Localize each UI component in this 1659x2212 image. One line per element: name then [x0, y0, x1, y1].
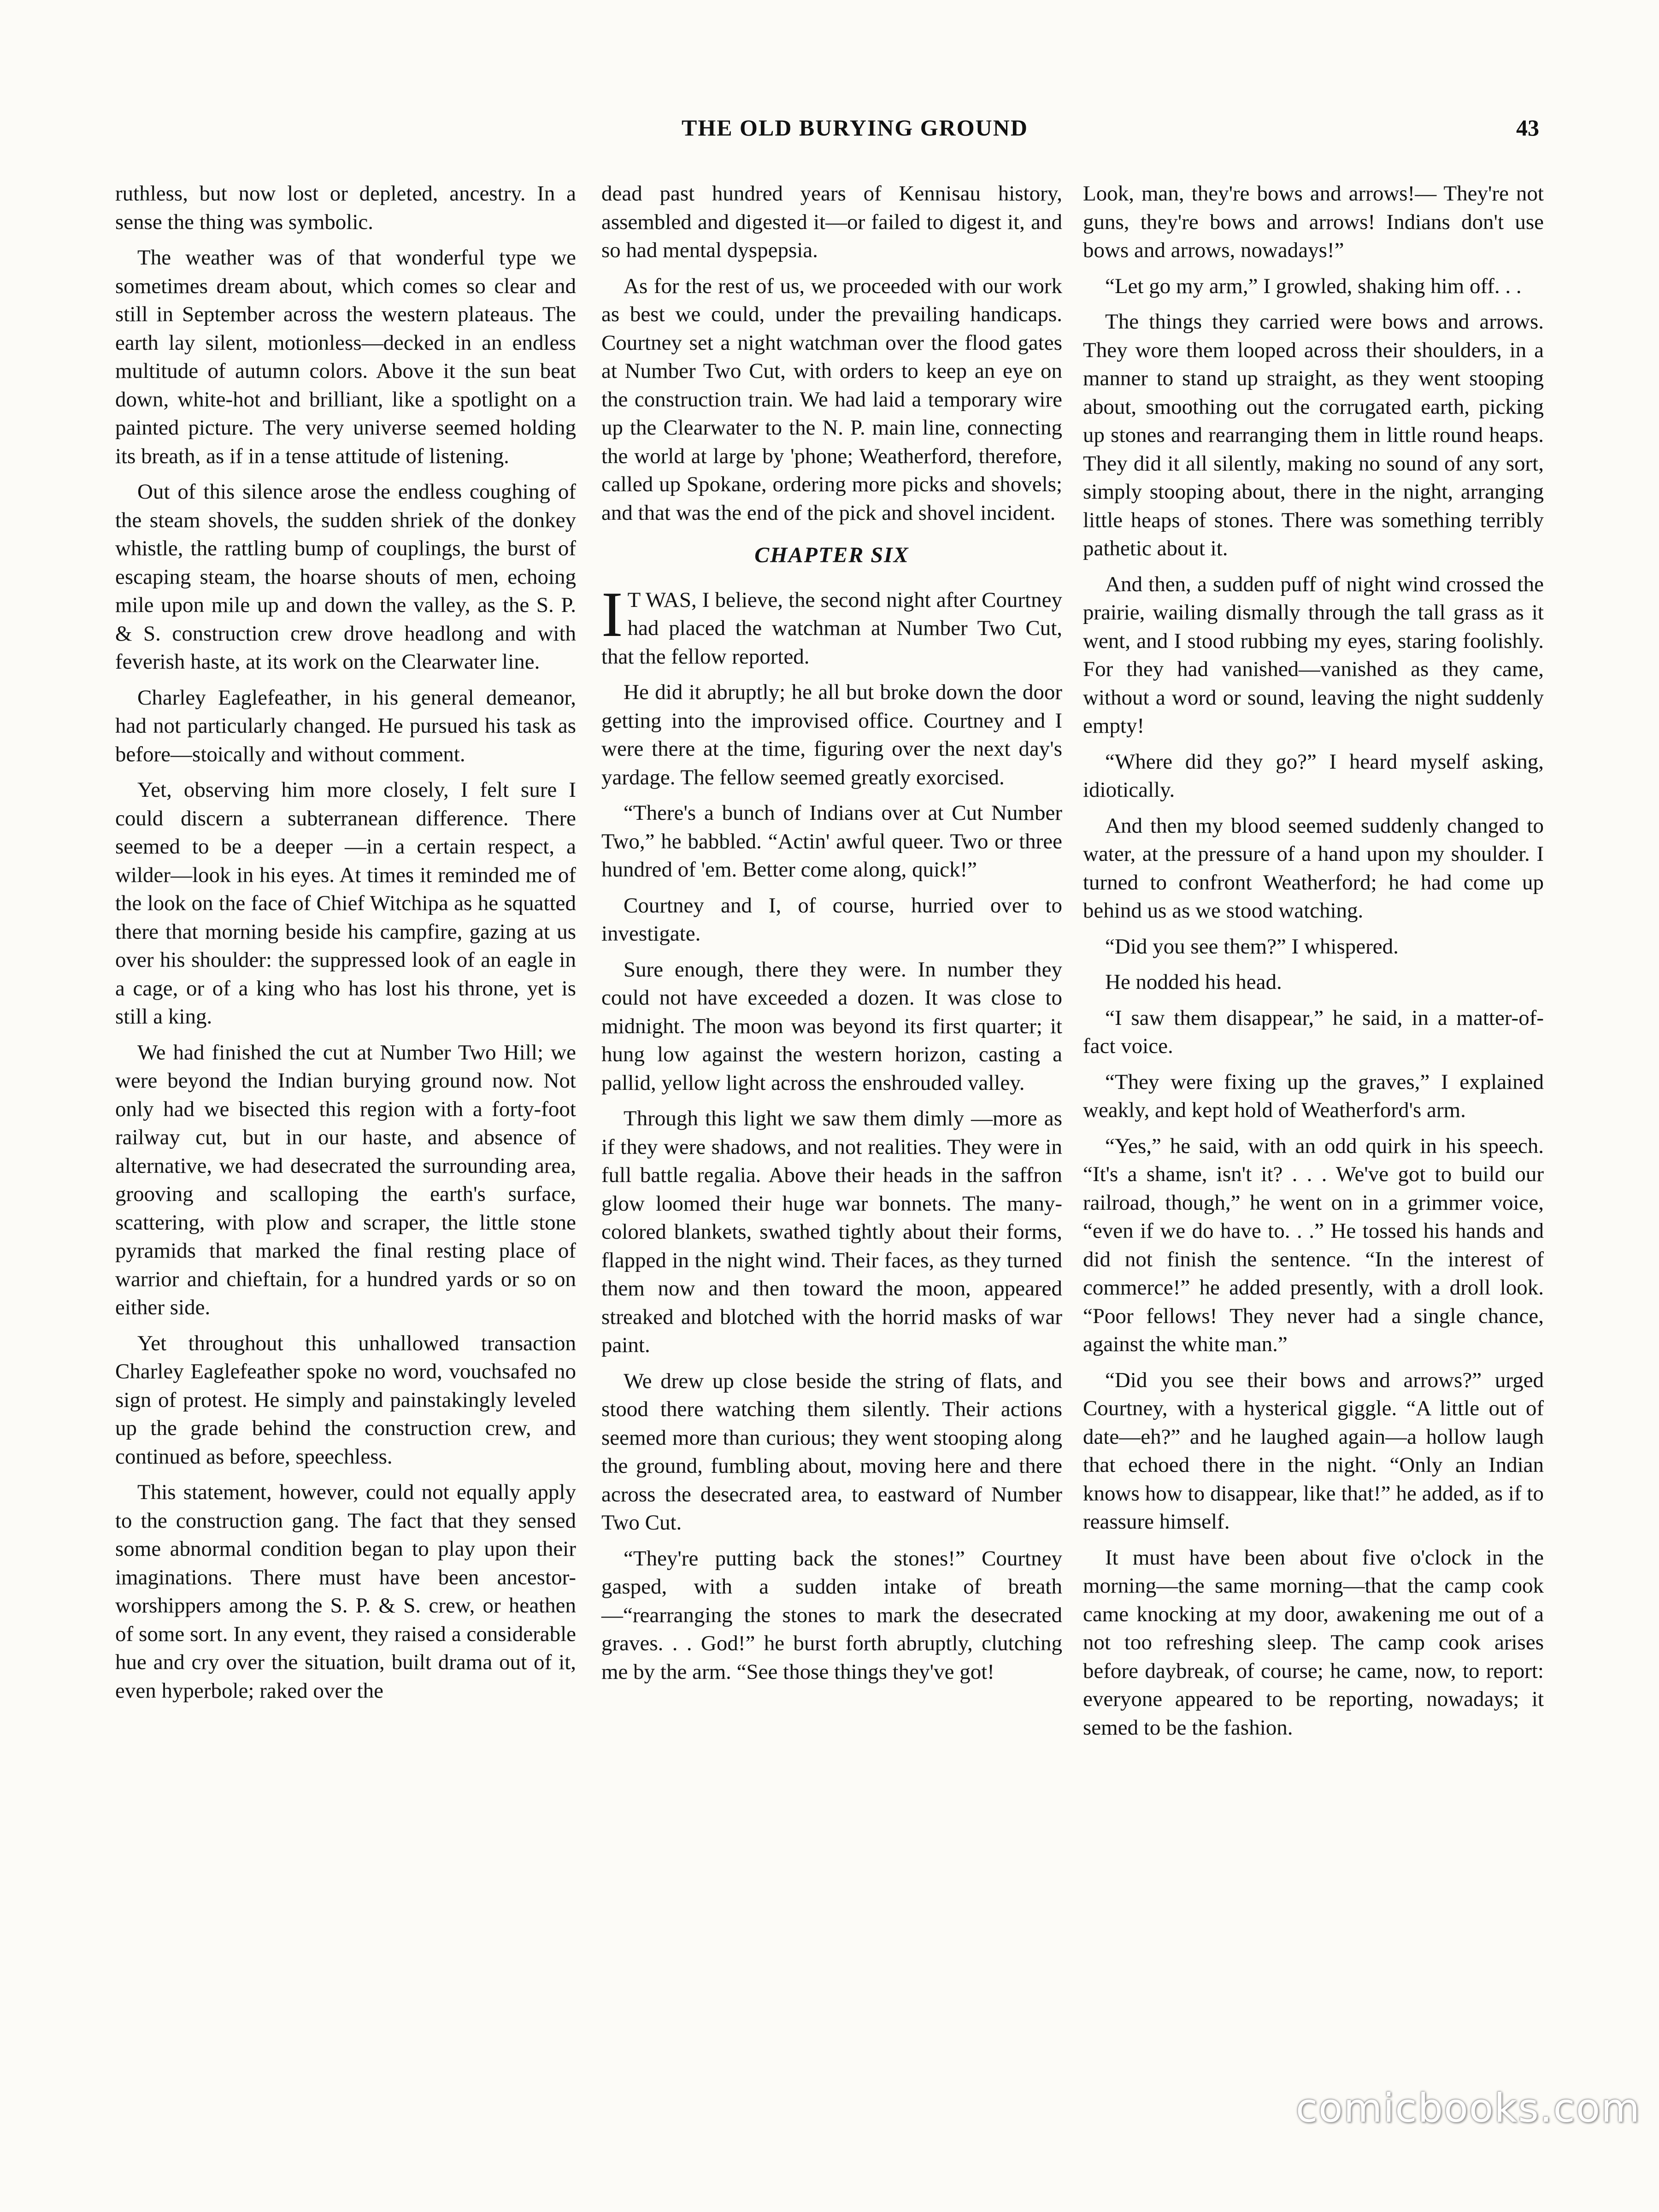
- paragraph: We drew up close beside the string of flats, and stood there watching them silently. Their actions seemed more than curious; they went stooping along the ground, fumbling about, moving here and there across the desecrated area, to eastward of Number Two Cut.: [601, 1369, 1062, 1535]
- paragraph: “There's a bunch of Indians over at Cut Number Two,” he babbled. “Actin' awful queer. Two or three hundred of 'em. Better come along, quick!”: [601, 801, 1062, 882]
- paragraph: And then, a sudden puff of night wind crossed the prairie, wailing dismally through the tall grass as it went, and I stood rubbing my eyes, staring foolishly. For they had vanished—vanished as they came, without a word or sound, leaving the night suddenly empty!: [1083, 572, 1544, 738]
- paragraph: “Did you see their bows and arrows?” urged Courtney, with a hysterical giggle. “A little out of date—eh?” and he laughed again—a hollow laugh that echoed there in the night. “Only an Indian knows how to disappear, like that!” he added, as if to reassure himself.: [1083, 1368, 1544, 1534]
- paragraph: Courtney and I, of course, hurried over to investigate.: [601, 893, 1062, 946]
- paragraph: We had finished the cut at Number Two Hill; we were beyond the Indian burying ground now. Not only had we bisected this region with a forty-foot railway cut, but in our haste, and absence of alternative, we had desecrated the surrounding area, grooving and scalloping the earth's surface, scattering, with plow and scraper, the little stone pyramids that marked the final resting place of warrior and chieftain, for a hundred yards or so on either side.: [115, 1040, 576, 1319]
- paragraph: He nodded his head.: [1105, 970, 1282, 994]
- site-watermark: comicbooks.com: [1295, 2085, 1641, 2131]
- paragraph: He did it abruptly; he all but broke down the door getting into the improvised office. Courtney and I were there at the time, figuring over the next day's yardage. The fellow seemed greatly exorcised.: [601, 680, 1062, 789]
- paragraph: Look, man, they're bows and arrows!— They're not guns, they're bows and arrows! Indians don't use bows and arrows, nowadays!”: [1083, 182, 1544, 262]
- page-number: 43: [1516, 115, 1539, 141]
- paragraph: Charley Eaglefeather, in his general demeanor, had not particularly changed. He pursued his task as before—stoically and without comment.: [115, 685, 576, 766]
- paragraph: “They were fixing up the graves,” I explained weakly, and kept hold of Weatherford's arm.: [1083, 1070, 1544, 1122]
- paragraph: Sure enough, there they were. In number they could not have exceeded a dozen. It was close to midnight. The moon was beyond its first quarter; it hung low against the western horizon, casting a pallid, yellow light across the enshrouded valley.: [601, 957, 1062, 1095]
- drop-cap: I: [601, 578, 623, 650]
- paragraph: Yet throughout this unhallowed transaction Charley Eaglefeather spoke no word, vouchsafed no sign of protest. He simply and painstakingly leveled up the grade behind the construction crew, and continued as before, speechless.: [115, 1331, 576, 1469]
- paragraph: “Did you see them?” I whispered.: [1105, 934, 1399, 959]
- paragraph-text: T WAS, I believe, the second night after Courtney had placed the watchman at Number Two Cut, that the fellow reported.: [601, 588, 1062, 669]
- paragraph: Through this light we saw them dimly —more as if they were shadows, and not realities. They were in full battle regalia. Above their heads in the saffron glow loomed their huge war bonnets. The many-colored blankets, swathed tightly about their forms, flapped in the night wind. Their faces, as they turned them now and then toward the moon, appeared streaked and blotched with the horrid masks of war paint.: [601, 1106, 1062, 1357]
- paragraph: Yet, observing him more closely, I felt sure I could discern a subterranean difference. There seemed to be a deeper —in a certain respect, a wilder—look in his eyes. At times it reminded me of the look on the face of Chief Witchipa as he squatted there that morning beside his campfire, gazing at us over his shoulder: the suppressed look of an eagle in a cage, or of a king who has lost his throne, yet is still a king.: [115, 778, 576, 1029]
- text-column-3: [1083, 180, 1544, 1749]
- text-column-2: [601, 180, 1062, 1694]
- paragraph: “They're putting back the stones!” Courtney gasped, with a sudden intake of breath—“rearranging the stones to mark the desecrated graves. . . God!” he burst forth abruptly, clutching me by the arm. “See those things they've got!: [601, 1546, 1062, 1684]
- paragraph: As for the rest of us, we proceeded with our work as best we could, under the prevailing handicaps. Courtney set a night watchman over the flood gates at Number Two Cut, with orders to keep an eye on the construction train. We had laid a temporary wire up the Clearwater to the N. P. main line, connecting the world at large by 'phone; Weatherford, therefore, called up Spokane, ordering more picks and shovels; and that was the end of the pick and shovel incident.: [601, 274, 1062, 525]
- text-column-1: [115, 180, 576, 1712]
- paragraph: ruthless, but now lost or depleted, ancestry. In a sense the thing was symbolic.: [115, 182, 576, 234]
- paragraph: Out of this silence arose the endless coughing of the steam shovels, the sudden shriek of the donkey whistle, the rattling bump of couplings, the burst of escaping steam, the hoarse shouts of men, echoing mile upon mile up and down the valley, as the S. P. & S. construction crew drove headlong and with feverish haste, at its work on the Clearwater line.: [115, 480, 576, 674]
- paragraph: And then my blood seemed suddenly changed to water, at the pressure of a hand upon my shoulder. I turned to confront Weatherford; he had come up behind us as we stood watching.: [1083, 813, 1544, 923]
- paragraph: “I saw them disappear,” he said, in a matter-of-fact voice.: [1083, 1006, 1544, 1058]
- paragraph: “Let go my arm,” I growled, shaking him off. . .: [1105, 274, 1522, 298]
- running-title: THE OLD BURYING GROUND: [681, 115, 1029, 141]
- paragraph: The weather was of that wonderful type we sometimes dream about, which comes so clear and still in September across the western plateaus. The earth lay silent, motionless—decked in an endless multitude of autumn colors. Above it the sun beat down, white-hot and brilliant, like a spotlight on a painted picture. The very universe seemed holding its breath, as if in a tense attitude of listening.: [115, 246, 576, 468]
- paragraph: “Yes,” he said, with an odd quirk in his speech. “It's a shame, isn't it? . . . We've got to build our railroad, though,” he went on in a grimmer voice, “even if we do have to. . .” He tossed his hands and did not finish the sentence. “In the interest of commerce!” he added presently, with a droll look. “Poor fellows! They never had a single chance, against the white man.”: [1083, 1134, 1544, 1356]
- chapter-opening-paragraph: [601, 578, 1062, 671]
- paragraph: The things they carried were bows and arrows. They wore them looped across their shoulders, in a manner to stand up straight, as they went stooping about, smoothing out the corrugated earth, picking up stones and rearranging them in little round heaps. They did it all silently, making no sound of any sort, simply stooping about, there in the night, arranging little heaps of stones. There was something terribly pathetic about it.: [1083, 310, 1544, 560]
- paragraph: dead past hundred years of Kennisau history, assembled and digested it—or failed to digest it, and so had mental dyspepsia.: [601, 182, 1062, 262]
- chapter-heading: CHAPTER SIX: [754, 543, 909, 567]
- paragraph: “Where did they go?” I heard myself asking, idiotically.: [1083, 749, 1544, 802]
- paragraph: This statement, however, could not equally apply to the construction gang. The fact that they sensed some abnormal condition began to play upon their imaginations. There must have been ancestor-worshippers among the S. P. & S. crew, or heathen of some sort. In any event, they raised a considerable hue and cry over the situation, built drama out of it, even hyperbole; raked over the: [115, 1480, 576, 1703]
- paragraph: It must have been about five o'clock in the morning—the same morning—that the camp cook came knocking at my door, awakening me out of a not too refreshing sleep. The camp cook arises before daybreak, of course; he came, now, to report: everyone appeared to be reporting, nowadays; it semed to be the fashion.: [1083, 1545, 1544, 1740]
